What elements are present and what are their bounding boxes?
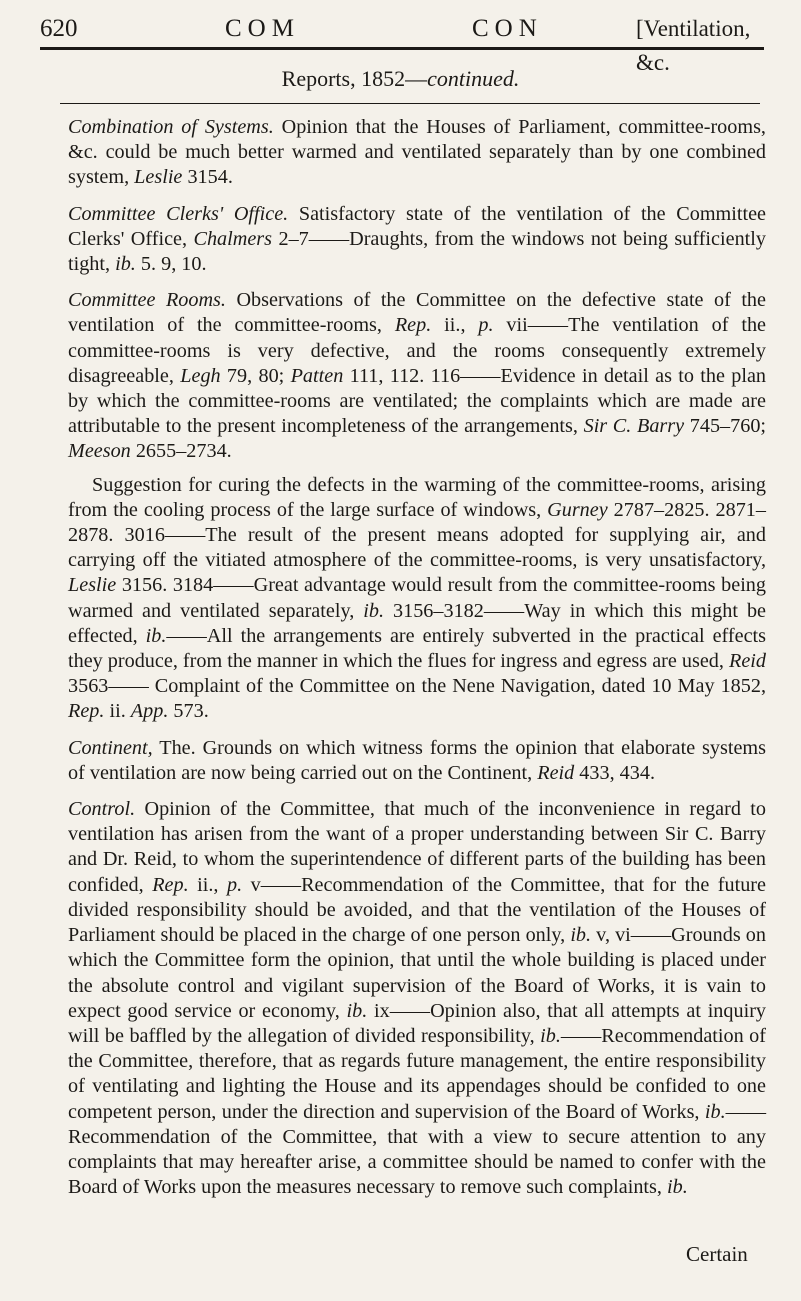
entry-text: 2655–2734. [130,440,232,463]
entry-paragraph [68,736,766,786]
entry-text: v——Recommendation of the Committee, that for the future divided responsibility should be avoided, and that the ventilation of the Houses of Parliament should be placed in the charge of one person only, [68,873,766,947]
entry-text: 3563—— Complaint of the Committee on the Nene Navigation, dated 10 May 1852, [68,675,766,698]
entry-text: 111, 112. 116——Evidence in detail as to the plan by which the committee-rooms are ventilated; the complaints which are made are attributable to the present incompleteness of the arrangements, [68,364,766,438]
entry-committee-clerks-office [68,202,766,278]
witness-ref: Patten [290,364,344,387]
witness-ref: ib. [667,1176,688,1199]
entry-text: 79, 80; [220,364,291,387]
witness-ref: Leslie [68,574,117,597]
entry-text: 3156–3182——Way in which this might be effected, [68,599,766,647]
witness-ref: Chalmers [193,227,273,250]
entry-text: 2787–2825. 2871–2878. 3016——The result of the present means adopted for supplying air, and carrying off the vitiated atmosphere of the committee-rooms, is very unsatisfactory, [68,498,766,572]
entry-control [68,797,766,1200]
running-head-right-word: CON [472,15,543,42]
entry-paragraph [68,797,766,1200]
entry-text: 3156. 3184——Great advantage would result from the committee-rooms being warmed and ventilated separately, [68,574,766,622]
running-head-left-word: COM [225,15,300,42]
header-rule [40,47,764,50]
entry-heading: Continent, [68,736,153,759]
entry-paragraph [68,115,766,191]
witness-ref: ib. [145,624,167,647]
witness-ref: p. [226,873,243,896]
witness-ref: ib. [346,999,368,1022]
witness-ref: ib. [704,1100,726,1123]
witness-ref: ib. [363,599,385,622]
entry-paragraph [68,202,766,278]
running-head-section: [Ventilation, &c. [636,16,751,75]
entry-text: Opinion that the Houses of Parliament, committee-rooms, &c. could be much better warmed and ventilated separately than by one combined system, [68,116,766,189]
entry-text: ii., [431,314,479,337]
entry-heading: Committee Rooms. [68,289,226,312]
page-number: 620 [40,15,78,42]
subheading-main: Reports, 1852— [281,66,428,91]
entry-text: ii., [188,873,227,896]
entry-text: 745–760; [684,415,767,438]
entry-text: Observations of the Committee on the defective state of the ventilation of the committee-rooms, [68,289,766,337]
catchword: Certain [686,1242,748,1266]
entry-text: 3154. [182,166,233,189]
entry-combination-of-systems [68,115,766,191]
witness-ref: Reid [537,761,575,784]
subheading-italic: continued. [427,66,520,91]
witness-ref: Rep. [68,700,105,723]
witness-ref: Sir C. Barry [583,415,685,438]
entry-text: ——Recommendation of the Committee, that with a view to secure attention to any complaints that may hereafter arise, a committee should be named to confer with the Board of Works upon the measures necessary to remove such complaints, [68,1100,766,1199]
witness-ref: Meeson [68,440,131,463]
entry-committee-rooms [68,288,766,724]
entry-heading: Committee Clerks' Office. [68,202,289,225]
entry-text: Suggestion for curing the defects in the warming of the committee-rooms, arising from the cooling process of the large surface of windows, [68,473,766,521]
witness-ref: Reid [729,650,766,673]
running-head [40,12,768,75]
entry-text: v, vi——Grounds on which the Committee form the opinion, that until the whole building is placed under the absolute control and vigilant supervision of the Board of Works, it is vain to expect good service or economy, [68,924,766,1022]
witness-ref: ib. [540,1024,561,1047]
entry-text: Satisfactory state of the ventilation of the Committee Clerks' Office, [68,202,766,250]
entry-text: ——All the arrangements are entirely subverted in the practical effects they produce, from the manner in which the flues for ingress and egress are used, [68,624,767,673]
witness-ref: Gurney [547,498,608,521]
entry-text: Opinion of the Committee, that much of the inconvenience in regard to ventilation has arisen from the want of a proper understanding between Sir C. Barry and Dr. Reid, to whom the superintendence of different parts of the building has been confided, [68,798,766,896]
entry-text: vii——The ventilation of the committee-rooms is very defective, and the rooms consequently extremely disagreeable, [68,314,767,387]
witness-ref: ib. [115,253,136,276]
witness-ref: App. [130,700,169,723]
entry-text: 5. 9, 10. [135,253,207,276]
entry-text: The. Grounds on which witness forms the opinion that elaborate systems of ventilation are now being carried out on the Continent, [68,736,766,784]
witness-ref: p. [478,314,494,337]
witness-ref: Legh [180,364,221,387]
witness-ref: Rep. [152,873,189,896]
entry-text: ix——Opinion also, that all attempts at inquiry will be baffled by the allegation of divided responsibility, [68,999,767,1047]
entry-text: 433, 434. [574,761,655,784]
entry-text: 2–7——Draughts, from the windows not being sufficiently tight, [68,227,766,276]
section-subheading [0,66,801,92]
entry-heading: Control. [68,798,136,821]
entry-text: ii. [104,700,131,723]
entry-text: ——Recommendation of the Committee, therefore, that as regards future management, the entire responsibility of ventilating and lighting the House and its appendages should be confided to one competent person, under the direction and supervision of the Board of Works, [68,1024,767,1123]
index-body [68,115,766,1211]
witness-ref: ib. [570,924,592,947]
entry-paragraph [68,288,766,464]
entry-text: 573. [168,700,209,723]
subheading-rule [60,103,760,104]
witness-ref: Rep. [394,314,432,337]
entry-continent [68,736,766,786]
entry-heading: Combination of Systems. [68,116,274,138]
witness-ref: Leslie [134,166,183,189]
entry-paragraph-continued [68,473,766,725]
